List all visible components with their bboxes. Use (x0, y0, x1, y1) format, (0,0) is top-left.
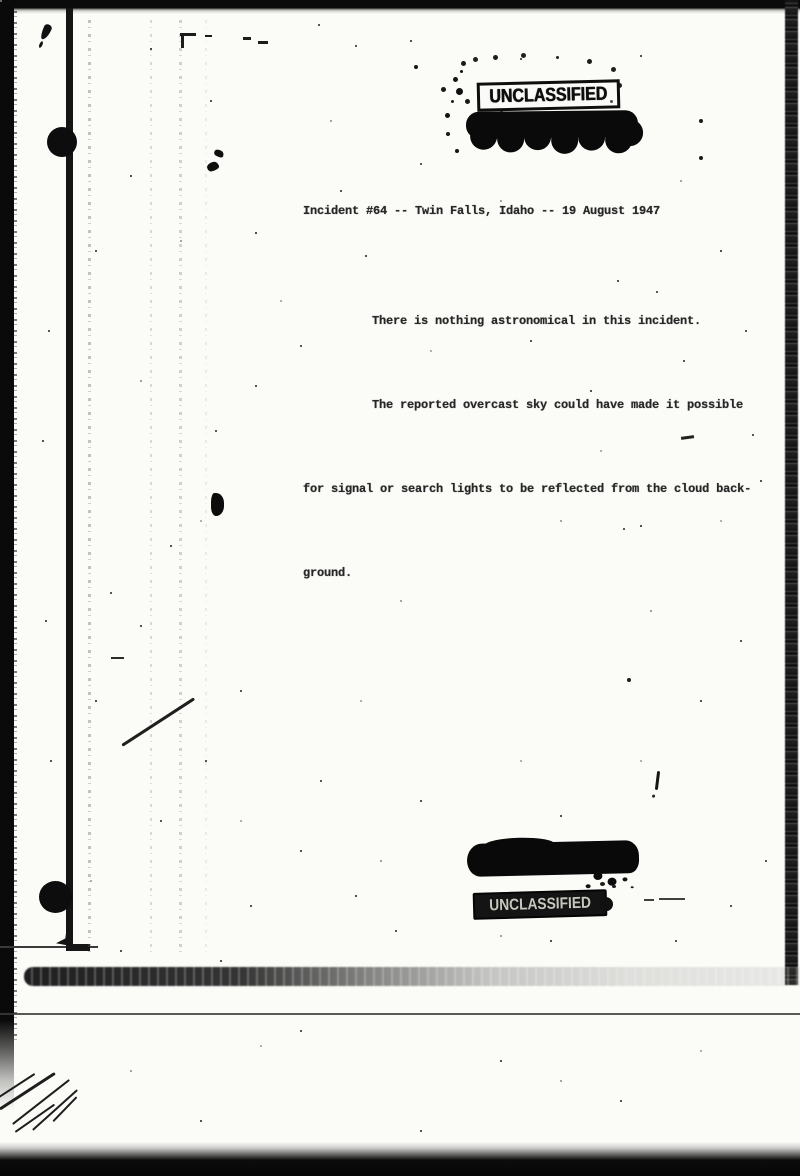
ink-spatter (460, 70, 463, 73)
pencil-diagonal-line (121, 697, 194, 746)
memo-line: There is nothing astronomical in this incident. (372, 314, 702, 328)
memo-line: for signal or search lights to be reflected from the cloud back- (303, 482, 752, 496)
scan-streak (88, 20, 91, 955)
memo-heading: Incident #64 -- Twin Falls, Idaho -- 19 August 1947 (303, 204, 661, 218)
scan-streak (179, 20, 182, 955)
scan-smear-band (24, 967, 800, 986)
tick-mark (655, 771, 660, 790)
ink-blob (211, 493, 224, 516)
gray-specks (0, 0, 2, 2)
scan-edge-top (0, 0, 800, 14)
scan-edge-right (785, 0, 798, 985)
ink-teardrop-mark (39, 23, 53, 41)
punch-hole-bottom (39, 881, 72, 913)
scan-edge-bottom (0, 1142, 800, 1176)
punch-hole-top (47, 127, 77, 157)
redaction-bar-top (466, 110, 638, 139)
redaction-bar-scallops (470, 123, 497, 150)
unclassified-stamp-bottom-label: UNCLASSIFIED (488, 894, 592, 914)
unclassified-stamp-top-label: UNCLASSIFIED (489, 83, 608, 107)
ink-smudge-below-hole (56, 912, 71, 946)
scan-streak (150, 20, 152, 955)
unclassified-stamp-bottom (473, 889, 608, 920)
unclassified-stamp-top (477, 79, 621, 111)
memo-line: ground. (303, 566, 353, 580)
redaction-bar-bottom (467, 840, 640, 877)
scan-edge-left (0, 0, 14, 1110)
memo-line: The reported overcast sky could have made it possible (372, 398, 744, 412)
redaction-satellite-dots (593, 872, 602, 880)
ink-blotch (599, 897, 613, 911)
scan-streak (205, 20, 207, 955)
memo-paragraph (303, 251, 751, 643)
small-dash-mark (111, 657, 124, 659)
scan-rule-line (0, 1013, 800, 1015)
